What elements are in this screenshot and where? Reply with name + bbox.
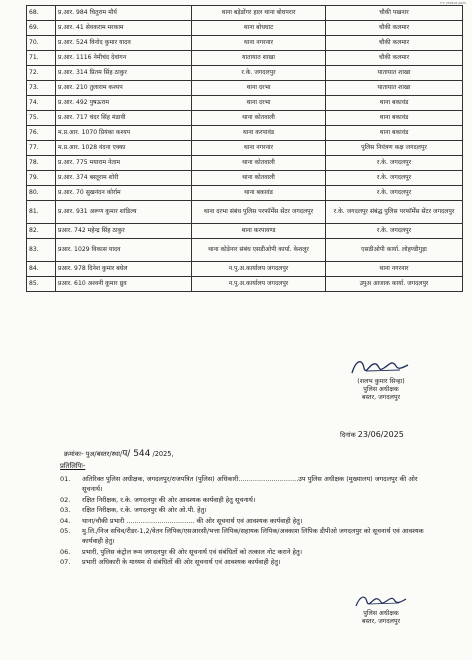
current-posting-cell: यातायात शाखा xyxy=(192,51,326,66)
current-posting-cell: थाना दरभा xyxy=(192,96,326,111)
employee-cell: प्र.आर. 492 पुषऊराम xyxy=(56,96,192,111)
copy-heading: प्रतिलिपिः- xyxy=(60,462,86,470)
serial-cell: 84. xyxy=(27,262,56,277)
table-row xyxy=(27,201,463,224)
employee-cell: प्रआर. 978 दिनेश कुमार बघेल xyxy=(56,262,192,277)
list-item-number: 05. xyxy=(60,527,71,536)
serial-cell: 71. xyxy=(27,51,56,66)
reference-prefix: क्रमांकः- पुअ/बस्तर/स्था/ xyxy=(64,450,123,458)
list-item-text: प्रभारी अधिकारी के माध्यम से संबंधितों की ओर सूचनार्थ एवं आवश्यक कार्यवाही हेतु। xyxy=(82,558,281,567)
current-posting-cell: र.के. जगदलपुर xyxy=(192,66,326,81)
current-posting-cell: थाना बकावंड xyxy=(192,186,326,201)
new-posting-cell: चौकी कलमार xyxy=(326,51,463,66)
signature-block-2 xyxy=(326,592,436,626)
reference-suffix: /2025, xyxy=(150,450,174,458)
new-posting-cell: एसडीओपी कार्या. लोहण्डीगुड़ा xyxy=(326,239,463,262)
list-item-number: 03. xyxy=(60,506,71,515)
new-posting-cell: थाना नगरनार xyxy=(326,262,463,277)
serial-cell: 75. xyxy=(27,111,56,126)
current-posting-cell: न.पु.अ.कार्यालय जगदलपुर xyxy=(192,262,326,277)
serial-cell: 69. xyxy=(27,21,56,36)
employee-cell: म.प्र.आर. 1028 वंदना एक्का xyxy=(56,141,192,156)
table-row xyxy=(27,21,463,36)
date-value: 23/06/2025 xyxy=(357,430,404,439)
transfer-table xyxy=(26,5,463,292)
table-row xyxy=(27,171,463,186)
table-row xyxy=(27,239,463,262)
list-item xyxy=(60,474,430,495)
table-row xyxy=(27,66,463,81)
serial-cell: 68. xyxy=(27,6,56,21)
list-item xyxy=(60,495,430,505)
serial-cell: 73. xyxy=(27,81,56,96)
employee-cell: प्र.आर. 524 विनोद कुमार यादव xyxy=(56,36,192,51)
signatory-place-2: बस्तर, जगदलपुर xyxy=(361,618,401,625)
current-posting-cell: थाना कोतवाली xyxy=(192,111,326,126)
new-posting-cell: थाना बकावंड xyxy=(326,126,463,141)
serial-cell: 85. xyxy=(27,277,56,292)
list-item-number: 04. xyxy=(60,516,71,525)
signature-scribble-1 xyxy=(346,356,416,378)
employee-cell: प्रआर. 1029 विकास यादव xyxy=(56,239,192,262)
reference-line xyxy=(64,446,174,459)
list-item-text: रक्षित निरीक्षक, र.के. जगदलपुर की ओर आवश्यक कार्यवाही हेतु सूचनार्थ। xyxy=(82,495,256,504)
employee-cell: म.प्र.आर. 1070 प्रियंका कश्यप xyxy=(56,126,192,141)
current-posting-cell: थाना कोडेनार संबंध एसडीओपी कार्या. केशलूर xyxy=(192,239,326,262)
new-posting-cell: चौकी कलमार xyxy=(326,21,463,36)
list-item-number: 02. xyxy=(60,495,71,504)
table-row xyxy=(27,277,463,292)
current-posting-cell: थाना नगरनार xyxy=(192,141,326,156)
new-posting-cell: उपुअ आजाक कार्या. जगदलपुर xyxy=(326,277,463,292)
employee-cell: प्र.आर. 775 मयाराम नेताम xyxy=(56,156,192,171)
serial-cell: 78. xyxy=(27,156,56,171)
serial-cell: 77. xyxy=(27,141,56,156)
reference-number: प/ 544 xyxy=(122,449,151,459)
current-posting-cell: थाना करपावंड xyxy=(192,126,326,141)
date-line xyxy=(340,430,404,439)
employee-cell: प्र.आर. 314 प्रितम सिंह ठाकुर xyxy=(56,66,192,81)
serial-cell: 82. xyxy=(27,224,56,239)
current-posting-cell: थाना दरभा संबंध पुलिस परफॉर्मेंस सेंटर जगदलपुर xyxy=(192,201,326,224)
date-label: दिनांक xyxy=(340,431,356,439)
employee-cell: प्र.आर. 374 बस्तूराम शोरी xyxy=(56,171,192,186)
list-item xyxy=(60,505,430,515)
serial-cell: 74. xyxy=(27,96,56,111)
signature-block-1 xyxy=(326,356,436,402)
distribution-list xyxy=(60,474,430,568)
employee-cell: प्रआर. 742 महेन्द्र सिंह ठाकुर xyxy=(56,224,192,239)
current-posting-cell: थाना बोधघाट xyxy=(192,21,326,36)
employee-cell: प्र.आर. 210 तुलाराम कश्यप xyxy=(56,81,192,96)
list-item-text: थाना/चौकी प्रभारी ................................. की ओर सूचनार्थ एवं आवश्यक कार्यवाही हेतु। xyxy=(82,516,303,525)
new-posting-cell: यातायात शाखा xyxy=(326,81,463,96)
serial-cell: 80. xyxy=(27,186,56,201)
serial-cell: 72. xyxy=(27,66,56,81)
new-posting-cell: थाना बकावंड xyxy=(326,96,463,111)
table-row xyxy=(27,6,463,21)
list-item-text: प्रभारी, पुलिस कंट्रोल रूम जगदलपुर की ओर सूचनार्थ एवं संबंधितों को तत्काल नोट कराने हेतु। xyxy=(82,547,303,556)
current-posting-cell: थाना कोतवाली xyxy=(192,171,326,186)
signatory-name: (शलभ कुमार सिन्हा) xyxy=(357,378,405,385)
list-item-text: अतिरिक्त पुलिस अधीक्षक, जगदलपुर/राजपत्रित (पुलिस) अधिकारी.............................उप पुलिस अधीक्षक (मुख्यालय) जगदलपुर की ओर सूचनार्थ। xyxy=(82,475,418,494)
signatory-title-2: पुलिस अधीक्षक xyxy=(363,610,399,617)
table-row xyxy=(27,224,463,239)
employee-cell: प्र.आर. 931 अरूण कुमार शांडिल्य xyxy=(56,201,192,224)
signatory-place: बस्तर, जगदलपुर xyxy=(361,394,401,401)
current-posting-cell: थाना करपावण्ड xyxy=(192,224,326,239)
table-row xyxy=(27,156,463,171)
employee-cell: प्रआर. 610 अश्वनी कुमार ध्रुव xyxy=(56,277,192,292)
table-row xyxy=(27,96,463,111)
current-posting-cell: थाना नगरनार xyxy=(192,36,326,51)
list-item-number: 01. xyxy=(60,475,71,483)
signatory-title: पुलिस अधीक्षक xyxy=(363,386,399,393)
new-posting-cell: यातायात शाखा xyxy=(326,66,463,81)
table-row xyxy=(27,81,463,96)
list-item xyxy=(60,557,430,567)
serial-cell: 83. xyxy=(27,239,56,262)
serial-cell: 70. xyxy=(27,36,56,51)
current-posting-cell: थाना कोतवाली xyxy=(192,156,326,171)
new-posting-cell: र.के. जगदलपुर xyxy=(326,224,463,239)
new-posting-cell: र.के. जगदलपुर xyxy=(326,156,463,171)
list-item-text: रक्षित निरीक्षक, र.के. जगदलपुर की ओर ओ.पी. हेतु। xyxy=(82,506,207,515)
new-posting-cell: र.के. जगदलपुर xyxy=(326,171,463,186)
table-row xyxy=(27,186,463,201)
new-posting-cell: चौकी कलमार xyxy=(326,36,463,51)
list-item-number: 07. xyxy=(60,558,71,567)
new-posting-cell: थाना बकावंड xyxy=(326,111,463,126)
employee-cell: प्र.आर. 1116 नेमीचंद देवांगन xyxy=(56,51,192,66)
new-posting-cell: र.के. जगदलपुर संबंद्ध पुलिस परफॉर्मेंस सेंटर जगदलपुर xyxy=(326,201,463,224)
table-row xyxy=(27,262,463,277)
new-posting-cell: पुलिस नियंत्रण कक्ष जगदलपुर xyxy=(326,141,463,156)
employee-cell: प्र.आर. 41 सेवकराम मरकाम xyxy=(56,21,192,36)
current-posting-cell: थाना दरभा xyxy=(192,81,326,96)
employee-cell: प्र.आर. 984 चितुराम मौर्य xyxy=(56,6,192,21)
list-item xyxy=(60,526,430,547)
table-row xyxy=(27,126,463,141)
list-item-text: मु.लि./निज सचिव/रीडर-1,2/वेतन लिपिक/एसआरसी/भत्ता लिपिक/सहायक लिपिक/अवकाश लिपिक डीपीओ जगदलपुर को सूचनार्थ एवं आवश्यक कार्यवाही हेतु। xyxy=(82,527,424,546)
serial-cell: 81. xyxy=(27,201,56,224)
signature-scribble-2 xyxy=(351,592,411,610)
table-row xyxy=(27,111,463,126)
current-posting-cell: न.पु.अ.कार्यालय जगदलपुर xyxy=(192,277,326,292)
table-row xyxy=(27,36,463,51)
employee-cell: प्र.आर. 717 चंदर सिंह मंडावी xyxy=(56,111,192,126)
list-item xyxy=(60,547,430,557)
table-row xyxy=(27,51,463,66)
corner-stamp: F.T. 250816-2025 xyxy=(440,1,466,5)
current-posting-cell: थाना बड़ेडोंगर हाल थाना बोधपरार xyxy=(192,6,326,21)
table-row xyxy=(27,141,463,156)
serial-cell: 76. xyxy=(27,126,56,141)
employee-cell: प्र.आर. 70 सुखनंदन कोर्राम xyxy=(56,186,192,201)
new-posting-cell: चौकी पखनार xyxy=(326,6,463,21)
list-item xyxy=(60,516,430,526)
new-posting-cell: र.के. जगदलपुर xyxy=(326,186,463,201)
list-item-number: 06. xyxy=(60,547,71,556)
serial-cell: 79. xyxy=(27,171,56,186)
